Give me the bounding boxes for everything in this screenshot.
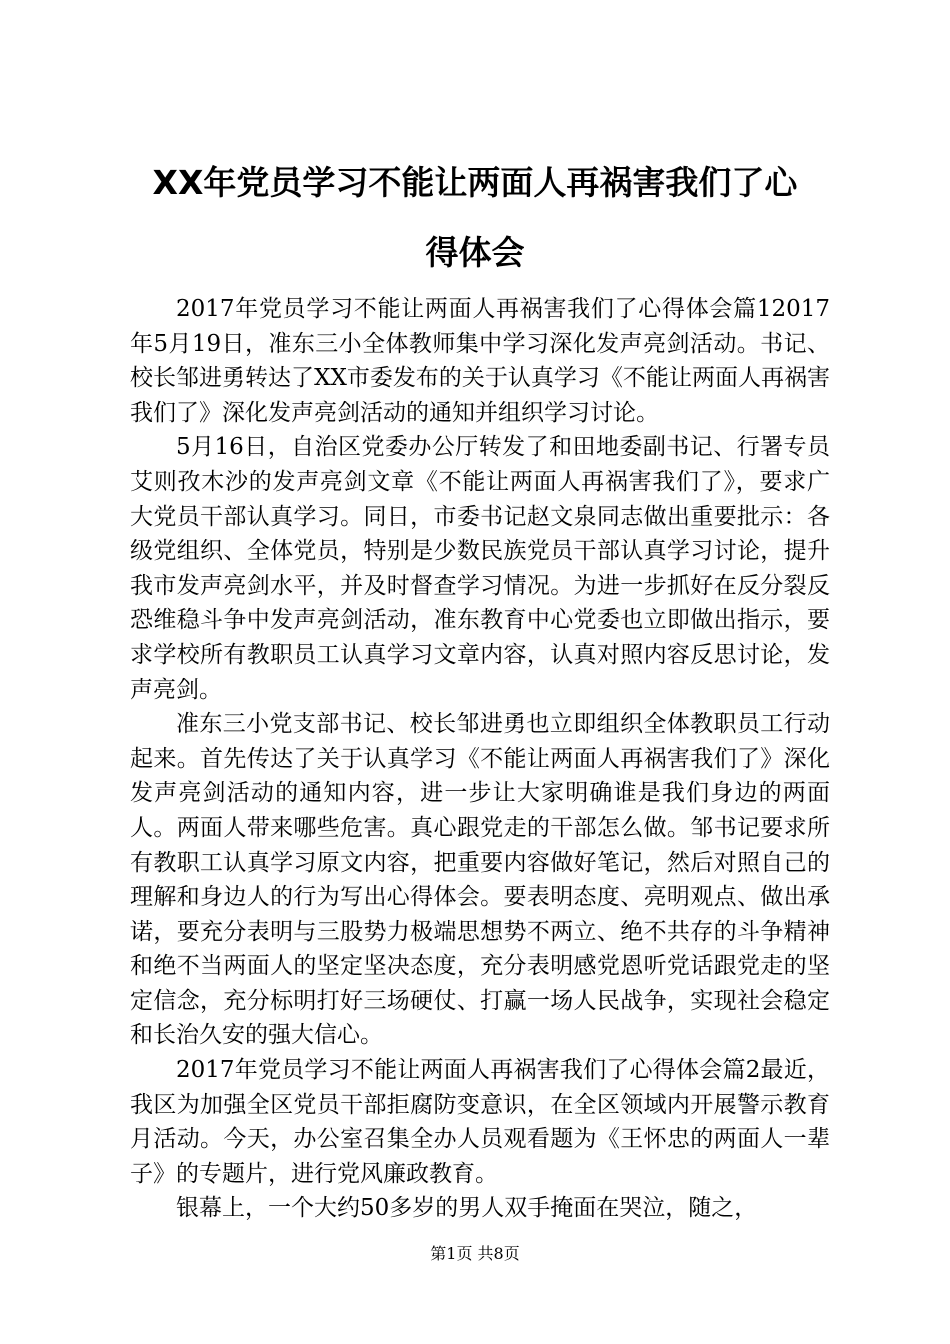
paragraph: 5月16日，自治区党委办公厅转发了和田地委副书记、行署专员艾则孜木沙的发声亮剑文章《不能让两面人再祸害我们了》，要求广大党员干部认真学习。同日，市委书记赵文泉同志做出重要批示：各级党组织、全体党员，特别是少数民族党员干部认真学习讨论，提升我市发声亮剑水平，并及时督查学习情况。为进一步抓好在反分裂反恐维稳斗争中发声亮剑活动，准东教育中心党委也立即做出指示，要求学校所有教职员工认真学习文章内容，认真对照内容反思讨论，发声亮剑。	[130, 434, 830, 703]
paragraph: 2017年党员学习不能让两面人再祸害我们了心得体会篇12017年5月19日，准东三小全体教师集中学习深化发声亮剑活动。书记、校长邹进勇转达了XX市委发布的关于认真学习《不能让两面人再祸害我们了》深化发声亮剑活动的通知并组织学习讨论。	[130, 296, 830, 426]
page-footer: 第1页 共8页	[430, 1244, 520, 1263]
paragraph: 2017年党员学习不能让两面人再祸害我们了心得体会篇2最近，我区为加强全区党员干部拒腐防变意识，在全区领域内开展警示教育月活动。今天，办公室召集全办人员观看题为《王怀忠的两面人一辈子》的专题片，进行党风廉政教育。	[130, 1057, 830, 1187]
document-body	[130, 292, 830, 1226]
paragraph: 准东三小党支部书记、校长邹进勇也立即组织全体教职员工行动起来。首先传达了关于认真学习《不能让两面人再祸害我们了》深化发声亮剑活动的通知内容，进一步让大家明确谁是我们身边的两面人。两面人带来哪些危害。真心跟党走的干部怎么做。邹书记要求所有教职工认真学习原文内容，把重要内容做好笔记，然后对照自己的理解和身边人的行为写出心得体会。要表明态度、亮明观点、做出承诺，要充分表明与三股势力极端思想势不两立、绝不共存的斗争精神和绝不当两面人的坚定坚决态度，充分表明感党恩听党话跟党走的坚定信念，充分标明打好三场硬仗、打赢一场人民战争，实现社会稳定和长治久安的强大信心。	[130, 711, 830, 1049]
document-title-line-1: XX年党员学习不能让两面人再祸害我们了心	[152, 163, 798, 202]
paragraph: 银幕上，一个大约50多岁的男人双手掩面在哭泣，随之，	[176, 1195, 758, 1222]
document-title-line-2: 得体会	[425, 233, 525, 272]
